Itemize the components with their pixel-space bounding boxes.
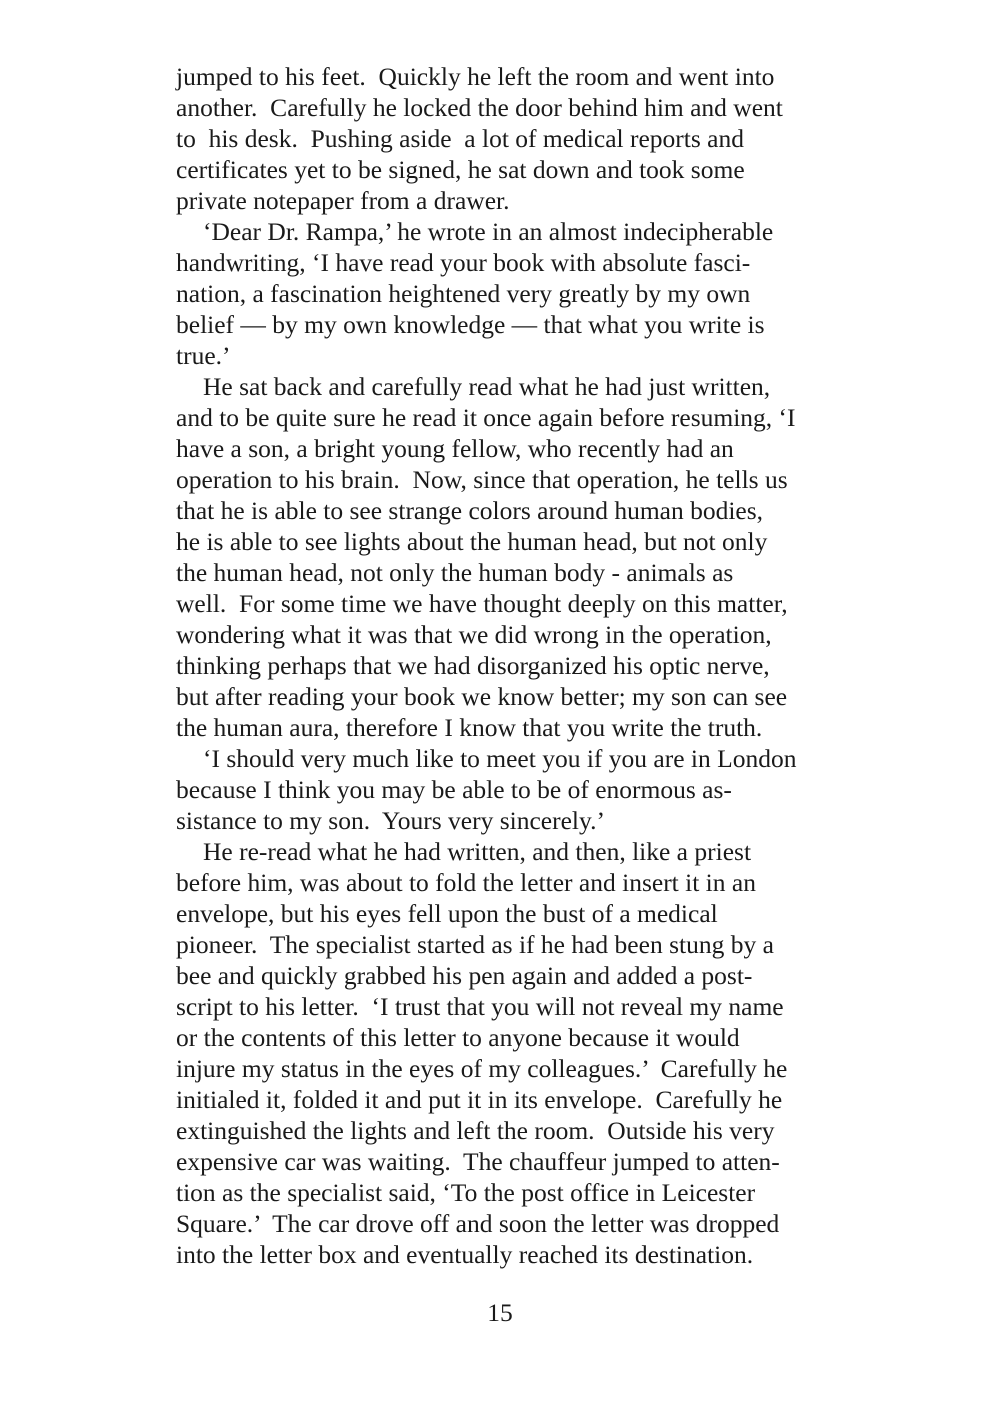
text-line: the human head, not only the human body - animals as xyxy=(176,558,734,587)
text-line: but after reading your book we know better; my son can see xyxy=(176,682,788,711)
text-line: true.’ xyxy=(176,341,231,370)
text-line: operation to his brain. Now, since that operation, he tells us xyxy=(176,465,788,494)
text-line: script to his letter. ‘I trust that you will not reveal my name xyxy=(176,992,784,1021)
text-line: into the letter box and eventually reached its destination. xyxy=(176,1240,754,1269)
text-line: ‘Dear Dr. Rampa,’ he wrote in an almost indecipherable xyxy=(203,217,774,246)
text-line: the human aura, therefore I know that you write the truth. xyxy=(176,713,763,742)
text-line: injure my status in the eyes of my colleagues.’ Carefully he xyxy=(176,1054,788,1083)
body-text xyxy=(176,61,836,1270)
text-line: extinguished the lights and left the room. Outside his very xyxy=(176,1116,775,1145)
text-line: because I think you may be able to be of enormous as- xyxy=(176,775,732,804)
text-line: well. For some time we have thought deeply on this matter, xyxy=(176,589,788,618)
text-line: or the contents of this letter to anyone because it would xyxy=(176,1023,740,1052)
text-line: before him, was about to fold the letter and insert it in an xyxy=(176,868,756,897)
text-line: He re-read what he had written, and then, like a priest xyxy=(203,837,752,866)
text-line: and to be quite sure he read it once again before resuming, ‘I xyxy=(176,403,796,432)
text-line: ‘I should very much like to meet you if you are in London xyxy=(203,744,797,773)
text-line: jumped to his feet. Quickly he left the room and went into xyxy=(176,62,775,91)
text-line: pioneer. The specialist started as if he had been stung by a xyxy=(176,930,774,959)
text-line: wondering what it was that we did wrong in the operation, xyxy=(176,620,772,649)
text-line: private notepaper from a drawer. xyxy=(176,186,510,215)
text-line: another. Carefully he locked the door behind him and went xyxy=(176,93,783,122)
text-line: nation, a fascination heightened very greatly by my own xyxy=(176,279,751,308)
text-line: bee and quickly grabbed his pen again and added a post- xyxy=(176,961,753,990)
text-line: envelope, but his eyes fell upon the bust of a medical xyxy=(176,899,718,928)
text-line: initialed it, folded it and put it in its envelope. Carefully he xyxy=(176,1085,783,1114)
text-line: certificates yet to be signed, he sat down and took some xyxy=(176,155,745,184)
text-line: to his desk. Pushing aside a lot of medical reports and xyxy=(176,124,744,153)
text-line: Square.’ The car drove off and soon the letter was dropped xyxy=(176,1209,780,1238)
text-line: He sat back and carefully read what he had just written, xyxy=(203,372,771,401)
text-line: handwriting, ‘I have read your book with absolute fasci- xyxy=(176,248,751,277)
text-line: sistance to my son. Yours very sincerely.’ xyxy=(176,806,605,835)
text-line: that he is able to see strange colors around human bodies, xyxy=(176,496,764,525)
text-line: he is able to see lights about the human head, but not only xyxy=(176,527,768,556)
text-line: thinking perhaps that we had disorganized his optic nerve, xyxy=(176,651,770,680)
text-line: tion as the specialist said, ‘To the post office in Leicester xyxy=(176,1178,756,1207)
text-line: belief — by my own knowledge — that what you write is xyxy=(176,310,765,339)
text-line: have a son, a bright young fellow, who recently had an xyxy=(176,434,734,463)
page-number: 15 xyxy=(487,1298,513,1327)
text-line: expensive car was waiting. The chauffeur jumped to atten- xyxy=(176,1147,780,1176)
